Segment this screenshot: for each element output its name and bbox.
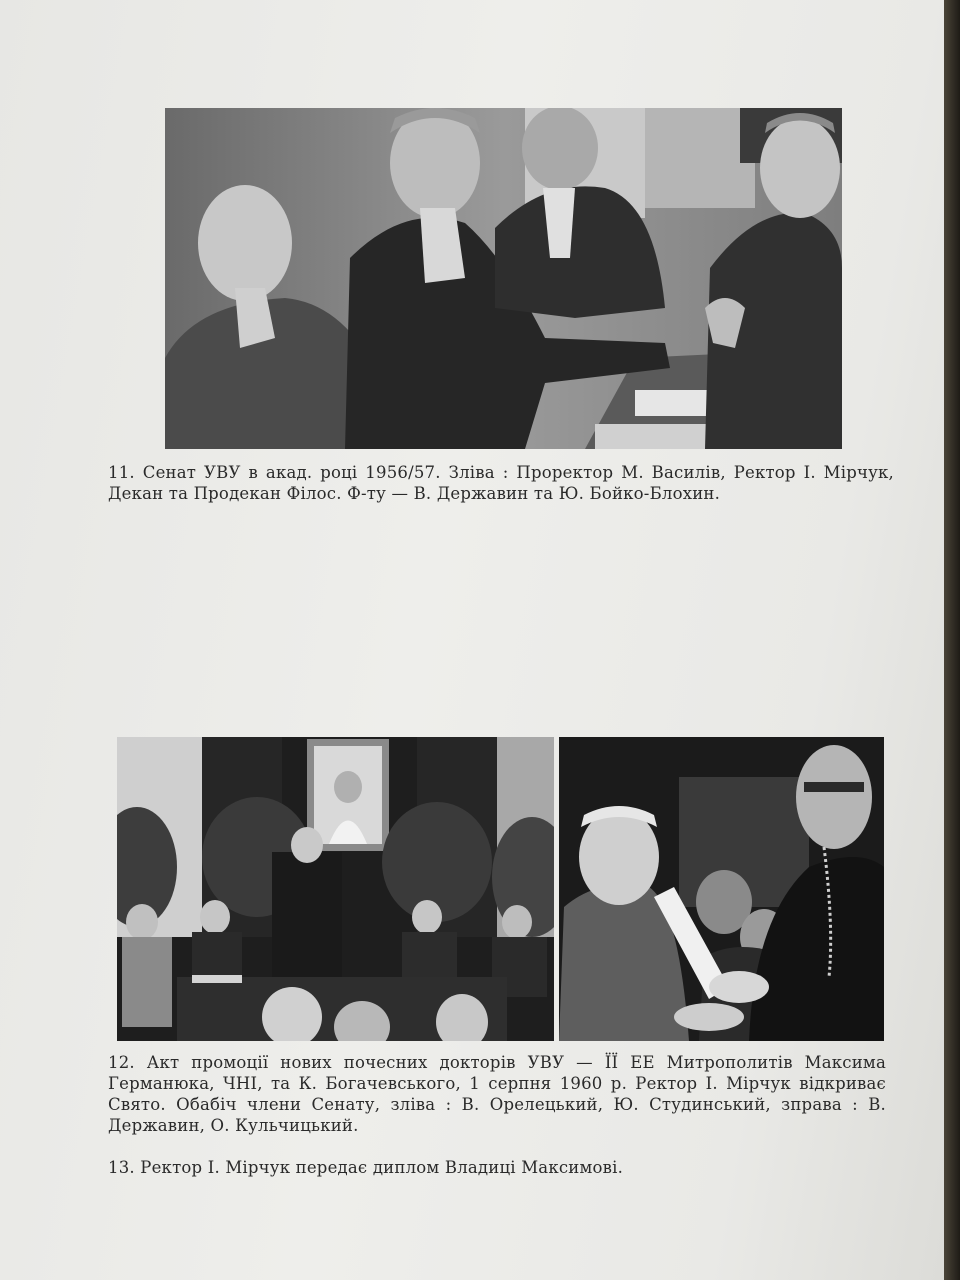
book-binding-edge	[944, 0, 960, 1280]
caption-photo-11: 11. Сенат УВУ в акад. році 1956/57. Зліва : Проректор М. Василів, Ректор І. Мірчук, Декан та Продекан Філос. Ф-ту — В. Державин та Ю. Бойко-Блохин.	[108, 463, 894, 503]
photo-diploma-handover	[559, 737, 884, 1041]
caption-photo-13: 13. Ректор І. Мірчук передає диплом Владиці Максимові.	[108, 1158, 624, 1177]
photo-ceremony-stage	[117, 737, 554, 1041]
caption-photo-12: 12. Акт промоції нових почесних докторів УВУ — ЇЇ ЕЕ Митрополитів Максима Германюка, ЧНІ, та К. Богачевського, 1 серпня 1960 р. Ректор І. Мірчук відкриває Свято. Обабіч члени Сенату, зліва : В. Орелецький, Ю. Студинський, зправа : В. Державин, О. Кульчицький.	[108, 1053, 886, 1135]
photo-senate-meeting	[165, 108, 842, 449]
